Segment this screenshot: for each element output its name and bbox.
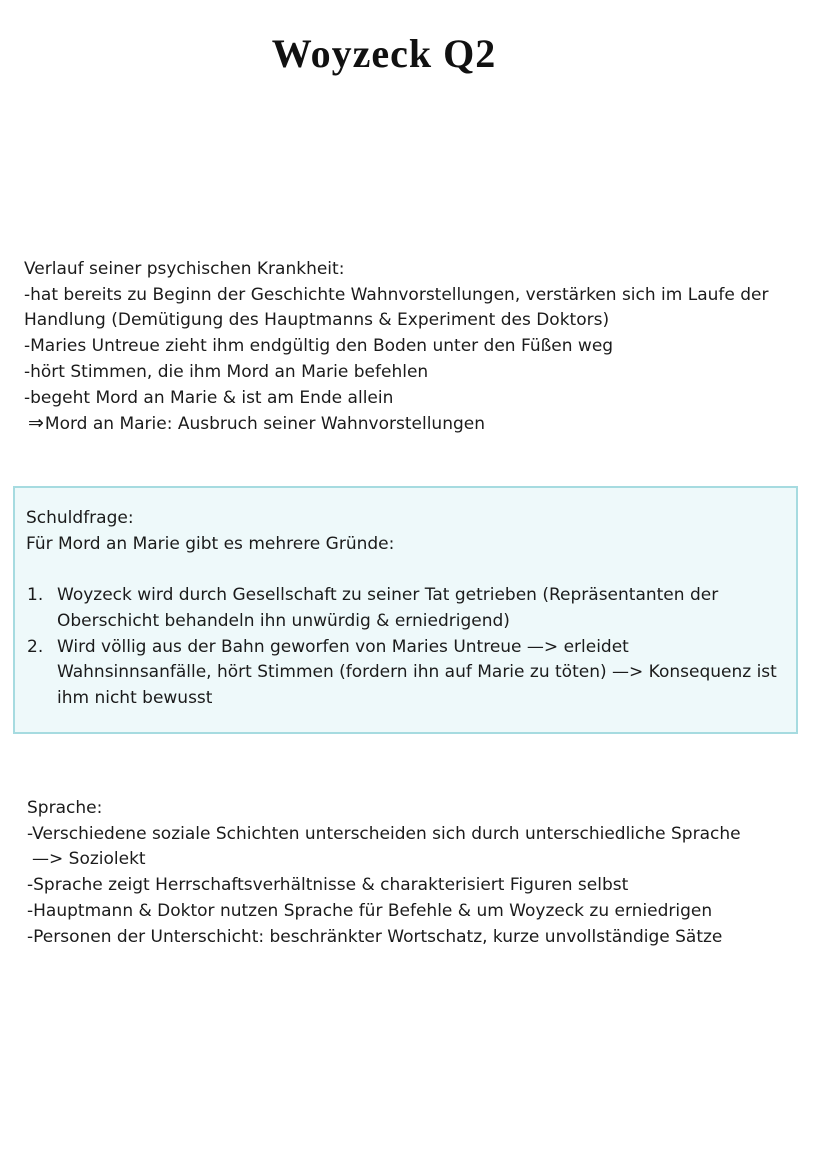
list-item (26, 583, 785, 634)
text-line: -hört Stimmen, die ihm Mord an Marie befehlen (24, 361, 429, 382)
list-number: 2. (27, 636, 44, 657)
text-line: -Sprache zeigt Herrschaftsverhältnisse & charakterisiert Figuren selbst (27, 875, 629, 896)
double-arrow-right-icon: ⇒ (28, 412, 44, 435)
text-line: -Verschiedene soziale Schichten unterscheiden sich durch unterschiedliche Sprache (27, 823, 741, 844)
section-heading: Schuldfrage: (26, 508, 134, 528)
text-line: -begeht Mord an Marie & ist am Ende allein (24, 387, 394, 408)
section-language (27, 796, 797, 950)
reasons-list (26, 583, 785, 712)
section-heading: Sprache: (27, 798, 103, 818)
list-item (26, 635, 785, 712)
text-line: Handlung (Demütigung des Hauptmanns & Experiment des Doktors) (24, 310, 610, 331)
section-illness-progression (24, 257, 794, 438)
list-item-line: ihm nicht bewusst (57, 687, 213, 708)
conclusion-text: Mord an Marie: Ausbruch seiner Wahnvorstellungen (44, 414, 486, 435)
conclusion-line (24, 411, 794, 438)
list-item-line: Oberschicht behandeln ihn unwürdig & erniedrigend) (57, 610, 510, 631)
list-item-line: Woyzeck wird durch Gesellschaft zu seiner Tat getrieben (Repräsentanten der (57, 585, 719, 606)
intro-text: Für Mord an Marie gibt es mehrere Gründe: (26, 533, 395, 554)
text-line: -hat bereits zu Beginn der Geschichte Wahnvorstellungen, verstärken sich im Laufe der (24, 284, 769, 305)
list-number: 1. (27, 585, 44, 606)
text-line: -Personen der Unterschicht: beschränkter Wortschatz, kurze unvollständige Sätze (27, 926, 723, 947)
page-title: Woyzeck Q2 (271, 31, 497, 76)
text-line: -Maries Untreue zieht ihm endgültig den Boden unter den Füßen weg (24, 336, 614, 357)
text-line: -Hauptmann & Doktor nutzen Sprache für Befehle & um Woyzeck zu erniedrigen (27, 900, 713, 921)
list-item-line: Wahnsinnsanfälle, hört Stimmen (fordern ihn auf Marie zu töten) —> Konsequenz ist (57, 662, 777, 683)
text-line: —> Soziolekt (32, 849, 146, 870)
list-item-line: Wird völlig aus der Bahn geworfen von Maries Untreue —> erleidet (57, 636, 629, 657)
section-heading: Verlauf seiner psychischen Krankheit: (24, 259, 345, 279)
guilt-question-box (13, 486, 798, 734)
